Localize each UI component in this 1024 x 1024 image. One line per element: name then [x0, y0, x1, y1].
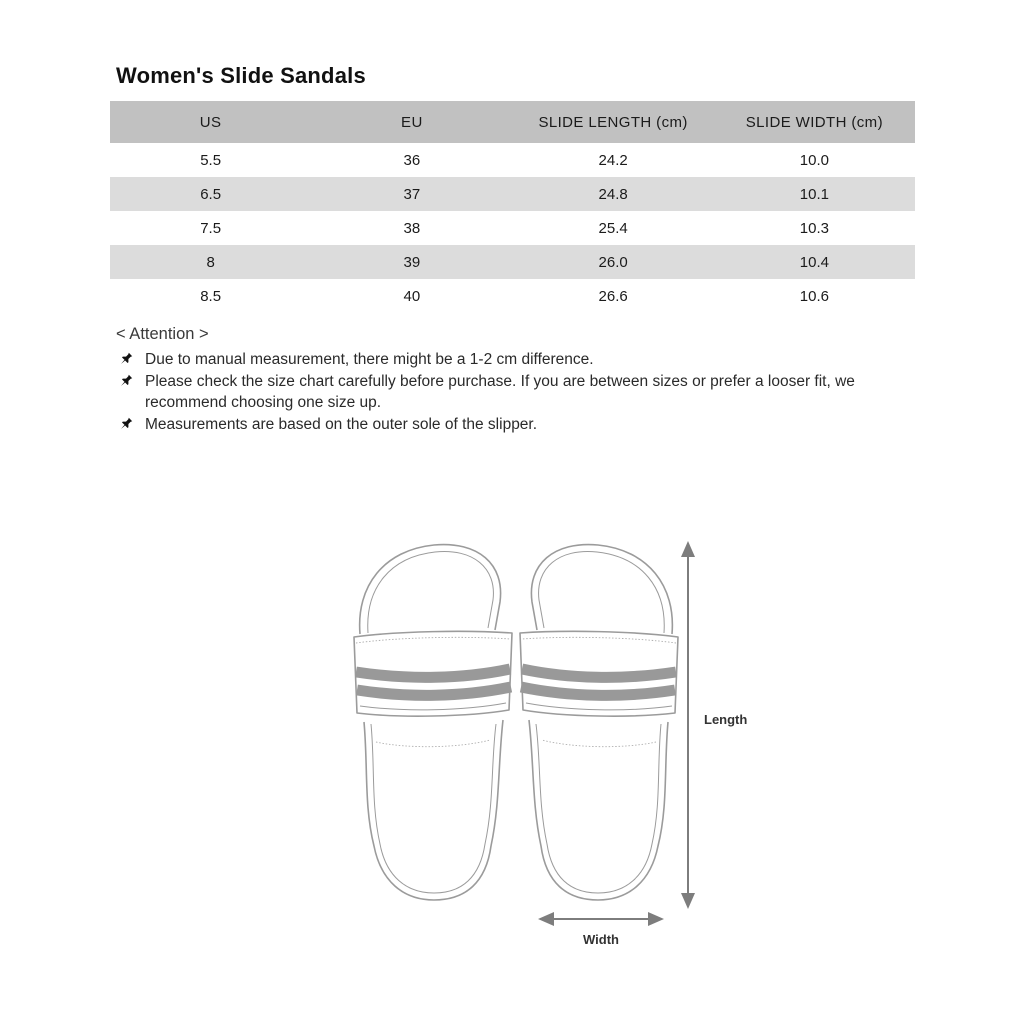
cell-eu: 37 [403, 185, 421, 203]
cell-length: 24.2 [598, 151, 628, 169]
cell-width: 10.3 [799, 219, 829, 237]
right-sandal [520, 545, 678, 900]
attention-item-text: Measurements are based on the outer sole of the slipper. [145, 415, 538, 433]
cell-us: 7.5 [200, 219, 222, 237]
attention-section [116, 325, 918, 435]
cell-length: 26.6 [598, 287, 628, 305]
list-item [116, 414, 918, 436]
sandal-measurement-diagram [332, 528, 762, 958]
page-title: Women's Slide Sandals [116, 63, 366, 88]
cell-us: 8.5 [200, 287, 222, 305]
table-row [110, 279, 915, 313]
cell-length: 26.0 [598, 253, 628, 271]
cell-width: 10.6 [799, 287, 829, 305]
length-arrow [681, 541, 695, 909]
cell-eu: 40 [403, 287, 421, 305]
attention-item-text: Due to manual measurement, there might be a 1-2 cm difference. [145, 351, 594, 368]
attention-heading: < Attention > [116, 325, 209, 343]
size-chart-table [110, 101, 915, 313]
cell-us: 5.5 [200, 151, 222, 169]
column-header-us: US [110, 101, 311, 143]
cell-width: 10.4 [799, 253, 829, 271]
pushpin-icon [117, 416, 134, 433]
attention-list [116, 349, 918, 435]
cell-eu: 38 [403, 219, 421, 237]
cell-width: 10.1 [799, 185, 829, 203]
column-header-slide-width: SLIDE WIDTH (cm) [714, 101, 915, 143]
cell-us: 8 [206, 253, 215, 271]
table-row [110, 143, 915, 177]
width-arrow [538, 912, 664, 926]
cell-eu: 39 [403, 253, 421, 271]
left-sandal [354, 545, 512, 900]
pushpin-icon [117, 373, 134, 390]
cell-length: 24.8 [598, 185, 628, 203]
table-row [110, 211, 915, 245]
cell-eu: 36 [403, 151, 421, 169]
length-label: Length [704, 712, 748, 727]
cell-us: 6.5 [200, 185, 222, 203]
table-header-row [110, 101, 915, 143]
width-label: Width [583, 932, 619, 947]
cell-length: 25.4 [598, 219, 628, 237]
list-item [116, 349, 918, 371]
column-header-eu: EU [311, 101, 512, 143]
list-item [116, 371, 918, 414]
column-header-slide-length: SLIDE LENGTH (cm) [513, 101, 714, 143]
pushpin-icon [117, 351, 134, 368]
cell-width: 10.0 [799, 151, 829, 169]
table-row [110, 177, 915, 211]
attention-item-text: Please check the size chart carefully before purchase. If you are between sizes or prefer a looser fit, we recommend choosing one size up. [145, 372, 855, 411]
table-row [110, 245, 915, 279]
